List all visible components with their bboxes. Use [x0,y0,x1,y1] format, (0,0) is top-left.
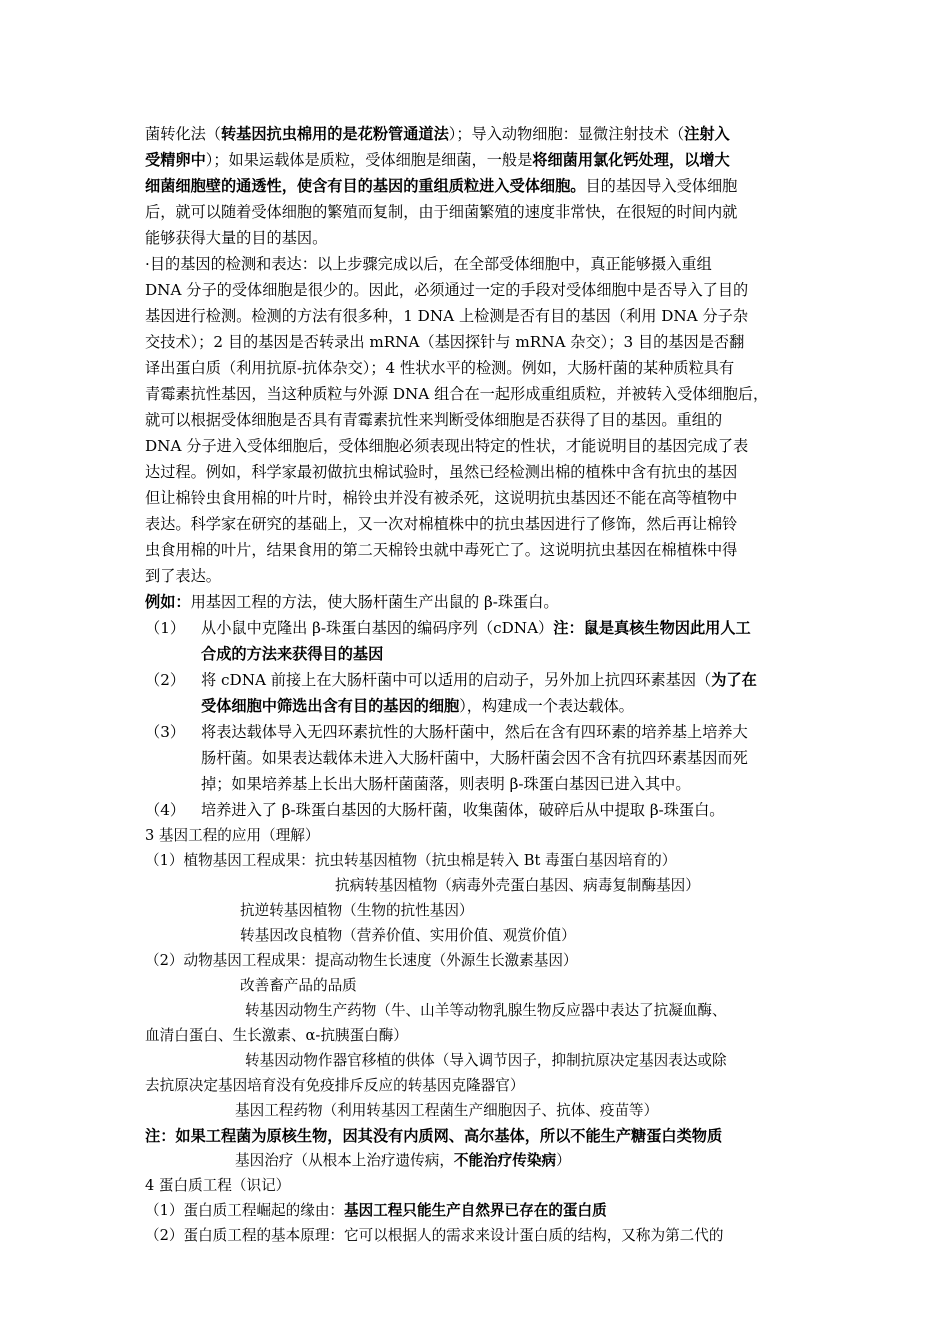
text-line: （2）动物基因工程成果：提高动物生长速度（外源生长激素基因） [145,952,578,969]
text-line: （2）蛋白质工程的基本原理：它可以根据人的需求来设计蛋白质的结构，又称为第二代的 [145,1227,724,1244]
list-item [145,668,757,692]
text-span: （1）蛋白质工程崛起的缘由： [145,1202,345,1219]
bold-text: 例如： [145,593,191,611]
text-line: DNA 分子的受体细胞是很少的。因此，必须通过一定的手段对受体细胞中是否导入了目的 [145,281,749,299]
bold-text: 注射入 [684,125,730,143]
bold-text: 为了在 [711,671,757,689]
text-line: 后，就可以随着受体细胞的繁殖而复制，由于细菌繁殖的速度非常快，在很短的时间内就 [145,203,738,221]
section-heading: 4 蛋白质工程（识记） [145,1177,291,1194]
text-line [145,590,559,614]
list-number: （1） [145,619,186,637]
bold-text: 细菌细胞壁的通透性，使含有目的基因的重组质粒进入受体细胞。 [145,177,586,195]
text-line: 掉；如果培养基上长出大肠杆菌菌落，则表明 β-珠蛋白基因已进入其中。 [201,775,691,793]
list-number: （2） [145,671,186,689]
bold-text: 基因工程只能生产自然界已存在的蛋白质 [344,1202,607,1219]
text-line: 能够获得大量的目的基因。 [145,229,328,247]
text-line: 达过程。例如，科学家最初做抗虫棉试验时，虽然已经检测出棉的植株中含有抗虫的基因 [145,463,738,481]
text-line [145,174,737,198]
section-heading: 3 基因工程的应用（理解） [145,827,320,844]
text-line: 到了表达。 [145,567,221,585]
text-line: 基因工程药物（利用转基因工程菌生产细胞因子、抗体、疫苗等） [235,1102,659,1119]
text-line [145,1199,607,1223]
bold-text: 不能治疗传染病 [453,1152,557,1169]
text-line: 青霉素抗性基因，当这种质粒与外源 DNA 组合在一起形成重组质粒，并被转入受体细胞后， [145,385,769,403]
text-span: 从小鼠中克隆出 β-珠蛋白基因的编码序列（cDNA） [201,619,554,637]
text-line: 就可以根据受体细胞是否具有青霉素抗性来判断受体细胞是否获得了目的基因。重组的 [145,411,723,429]
text-line [145,122,730,146]
text-line: 转基因改良植物（营养价值、实用价值、观赏价值） [240,927,576,944]
text-line: （1）植物基因工程成果：抗虫转基因植物（抗虫棉是转入 Bt 毒蛋白基因培育的） [145,852,677,869]
text-line: DNA 分子进入受体细胞后，受体细胞必须表现出特定的性状，才能说明目的基因完成了表 [145,437,749,455]
list-item [145,616,751,640]
text-line: 转基因动物生产药物（牛、山羊等动物乳腺生物反应器中表达了抗凝血酶、 [245,1002,727,1019]
note-line: 注：如果工程菌为原核生物，因其没有内质网、高尔基体，所以不能生产糖蛋白类物质 [145,1127,723,1145]
text-line: 交技术）；2 目的基因是否转录出 mRNA（基因探针与 mRNA 杂交）；3 目的基因是否翻 [145,333,745,351]
list-item [145,720,748,744]
text-span: ）；导入动物细胞：显微注射技术（ [448,125,685,143]
text-line: 抗逆转基因植物（生物的抗性基因） [240,902,474,919]
text-span: 菌转化法（ [145,125,221,143]
text-span: 培养进入了 β-珠蛋白基因的大肠杆菌，收集菌体，破碎后从中提取 β-珠蛋白。 [201,801,725,819]
text-line: 肠杆菌。如果表达载体未进入大肠杆菌中，大肠杆菌会因不含有抗四环素基因而死 [201,749,748,767]
text-line: 去抗原决定基因培育没有免疫排斥反应的转基因克隆器官） [145,1077,525,1094]
text-line: 抗病转基因植物（病毒外壳蛋白基因、病毒复制酶基因） [335,877,700,894]
text-span: 将 cDNA 前接上在大肠杆菌中可以适用的启动子，另外加上抗四环素基因（ [201,671,712,689]
list-number: （4） [145,801,186,819]
list-number: （3） [145,723,186,741]
text-span: ）；如果运载体是质粒，受体细胞是细菌，一般是 [205,151,533,169]
text-span: 目的基因导入受体细胞 [585,177,738,195]
bold-text: 将细菌用氯化钙处理，以增大 [532,151,730,169]
text-line: ·目的基因的检测和表达：以上步骤完成以后，在全部受体细胞中，真正能够摄入重组 [145,255,712,273]
text-line: 虫食用棉的叶片，结果食用的第二天棉铃虫就中毒死亡了。这说明抗虫基因在棉植株中得 [145,541,738,559]
text-span: 将表达载体导入无四环素抗性的大肠杆菌中，然后在含有四环素的培养基上培养大 [201,723,748,741]
text-span: ），构建成一个表达载体。 [459,697,634,715]
text-line: 译出蛋白质（利用抗原-抗体杂交）；4 性状水平的检测。例如，大肠杆菌的某种质粒具有 [145,359,735,377]
list-item [145,798,724,822]
text-line: 但让棉铃虫食用棉的叶片时，棉铃虫并没有被杀死，这说明抗虫基因还不能在高等植物中 [145,489,738,507]
text-line: 转基因动物作器官移植的供体（导入调节因子，抑制抗原决定基因表达或除 [245,1052,727,1069]
text-line: 合成的方法来获得目的基因 [201,645,384,663]
text-line: 改善畜产品的品质 [240,977,357,994]
bold-text: 受精卵中 [145,151,206,169]
text-line [145,148,730,172]
text-span: ） [556,1152,571,1169]
text-line: 血清白蛋白、生长激素、α-抗胰蛋白酶） [145,1027,408,1044]
bold-text: 受体细胞中筛选出含有目的基因的细胞 [201,697,460,715]
text-line [235,1149,571,1173]
text-line: 基因进行检测。检测的方法有很多种，1 DNA 上检测是否有目的基因（利用 DNA 分子杂 [145,307,749,325]
text-line [201,694,634,718]
text-span: 基因治疗（从根本上治疗遗传病， [235,1152,454,1169]
text-line: 表达。科学家在研究的基础上，又一次对棉植株中的抗虫基因进行了修饰，然后再让棉铃 [145,515,738,533]
text-span: 用基因工程的方法，使大肠杆菌生产出鼠的 β-珠蛋白。 [190,593,559,611]
bold-text: 注：鼠是真核生物因此用人工 [553,619,751,637]
bold-text: 转基因抗虫棉用的是花粉管通道法 [220,125,449,143]
